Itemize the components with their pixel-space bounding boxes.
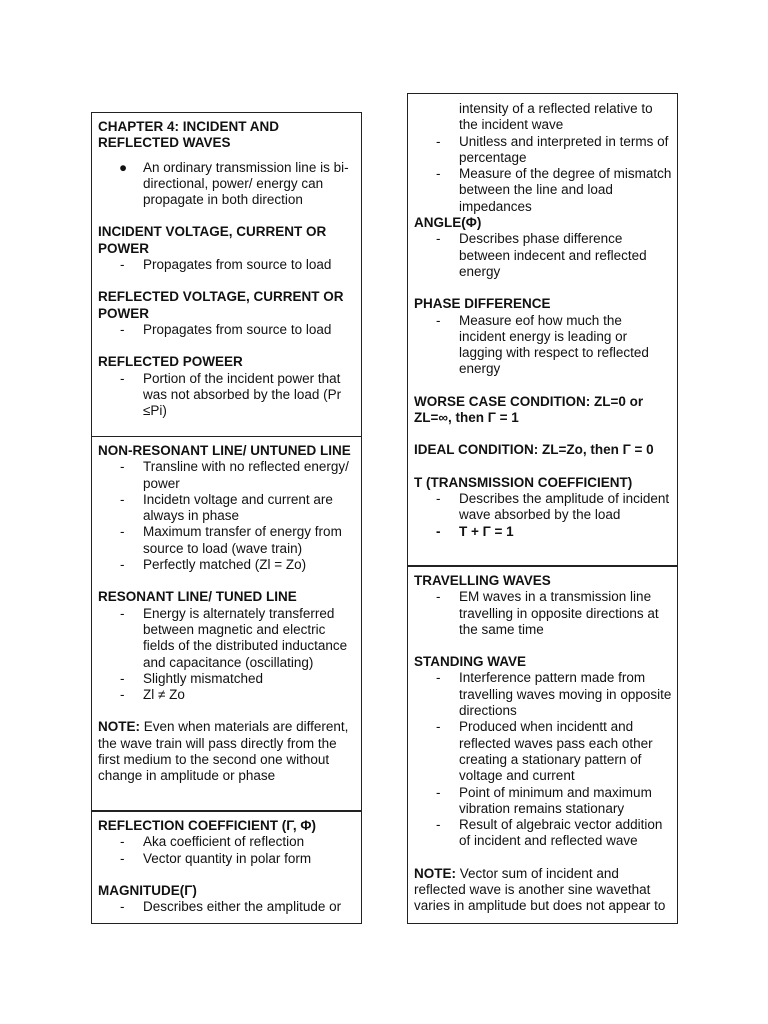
list-item: - Measure of the degree of mismatch between the line and load impedances (436, 166, 672, 214)
section-heading: NON-RESONANT LINE/ UNTUNED LINE (98, 443, 351, 458)
section-heading: REFLECTED VOLTAGE, CURRENT OR POWER (98, 289, 344, 321)
bullet-icon: ● (119, 159, 128, 175)
list-item: - Portion of the incident power that was not absorbed by the load (Pr ≤Pi) (120, 370, 342, 419)
coefficient-details-box (407, 93, 678, 566)
section-heading: TRAVELLING WAVES (414, 573, 551, 588)
incident-reflected-box (91, 112, 362, 437)
note-paragraph: NOTE: Even when materials are different, the wave train will pass directly from the first medium to the second one without change in amplitude or phase (98, 719, 349, 784)
list-item: - Propagates from source to load (120, 321, 332, 337)
list-item: - Perfectly matched (Zl = Zo) (120, 557, 307, 573)
list-item: - Describes the amplitude of incident wave absorbed by the load (436, 490, 670, 523)
list-item: - Describes either the amplitude or (120, 899, 342, 915)
waves-box (407, 565, 678, 924)
line-types-box (91, 436, 362, 811)
list-item: - Maximum transfer of energy from source to load (wave train) (120, 524, 342, 556)
list-item: ● An ordinary transmission line is bi-directional, power/ energy can propagate in both direction (119, 159, 349, 208)
section-heading: RESONANT LINE/ TUNED LINE (98, 589, 297, 605)
list-item: - Measure eof how much the incident energy is leading or lagging with respect to reflected energy (436, 312, 649, 377)
list-item: - Produced when incidentt and reflected waves pass each other creating a stationary pattern of voltage and current (436, 719, 653, 784)
reflection-coefficient-box (91, 810, 362, 924)
list-item: - Point of minimum and maximum vibration remains stationary (436, 784, 652, 816)
list-item: - Describes phase difference between indecent and reflected energy (436, 231, 647, 279)
list-item: - Slightly mismatched (120, 670, 264, 686)
list-item: - Incidetn voltage and current are always in phase (120, 491, 333, 524)
note-paragraph: NOTE: Vector sum of incident and reflected wave is another sine wavethat varies in amplitude but does not appear to (414, 865, 666, 914)
section-heading: T (TRANSMISSION COEFFICIENT) (414, 474, 633, 490)
section-heading: IDEAL CONDITION: ZL=Zo, then Γ = 0 (414, 442, 654, 458)
section-heading: REFLECTION COEFFICIENT (Γ, Φ) (98, 818, 316, 833)
list-item: - Energy is alternately transferred between magnetic and electric fields of the distributed inductance and capacitance (oscillating) (120, 605, 348, 670)
list-item: - Vector quantity in polar form (120, 850, 312, 866)
section-heading: STANDING WAVE (414, 654, 527, 670)
list-item: - Transline with no reflected energy/ power (120, 459, 349, 491)
section-heading: MAGNITUDE(Γ) (98, 882, 197, 898)
section-heading: INCIDENT VOLTAGE, CURRENT OR POWER (98, 224, 327, 256)
list-item: intensity of a reflected relative to the incident wave (459, 101, 653, 133)
list-item: - Aka coefficient of reflection (120, 834, 305, 850)
section-heading: ANGLE(Φ) (414, 215, 482, 231)
list-item: - Unitless and interpreted in terms of percentage (436, 133, 669, 165)
chapter-title: CHAPTER 4: INCIDENT AND REFLECTED WAVES (98, 119, 280, 151)
list-item: - Zl ≠ Zo (120, 687, 185, 703)
list-item: - Result of algebraic vector addition of incident and reflected wave (436, 817, 663, 849)
left-column (91, 112, 362, 924)
list-item: - Propagates from source to load (120, 257, 332, 273)
right-column (407, 93, 678, 924)
list-item: - T + Γ = 1 (436, 523, 514, 539)
list-item: - EM waves in a transmission line travelling in opposite directions at the same time (436, 589, 659, 637)
section-heading: REFLECTED POWEER (98, 354, 243, 370)
section-heading: WORSE CASE CONDITION: ZL=0 or ZL=∞, then Γ = 1 (414, 393, 644, 426)
list-item: - Interference pattern made from travelling waves moving in opposite directions (436, 670, 672, 719)
section-heading: PHASE DIFFERENCE (414, 296, 551, 312)
